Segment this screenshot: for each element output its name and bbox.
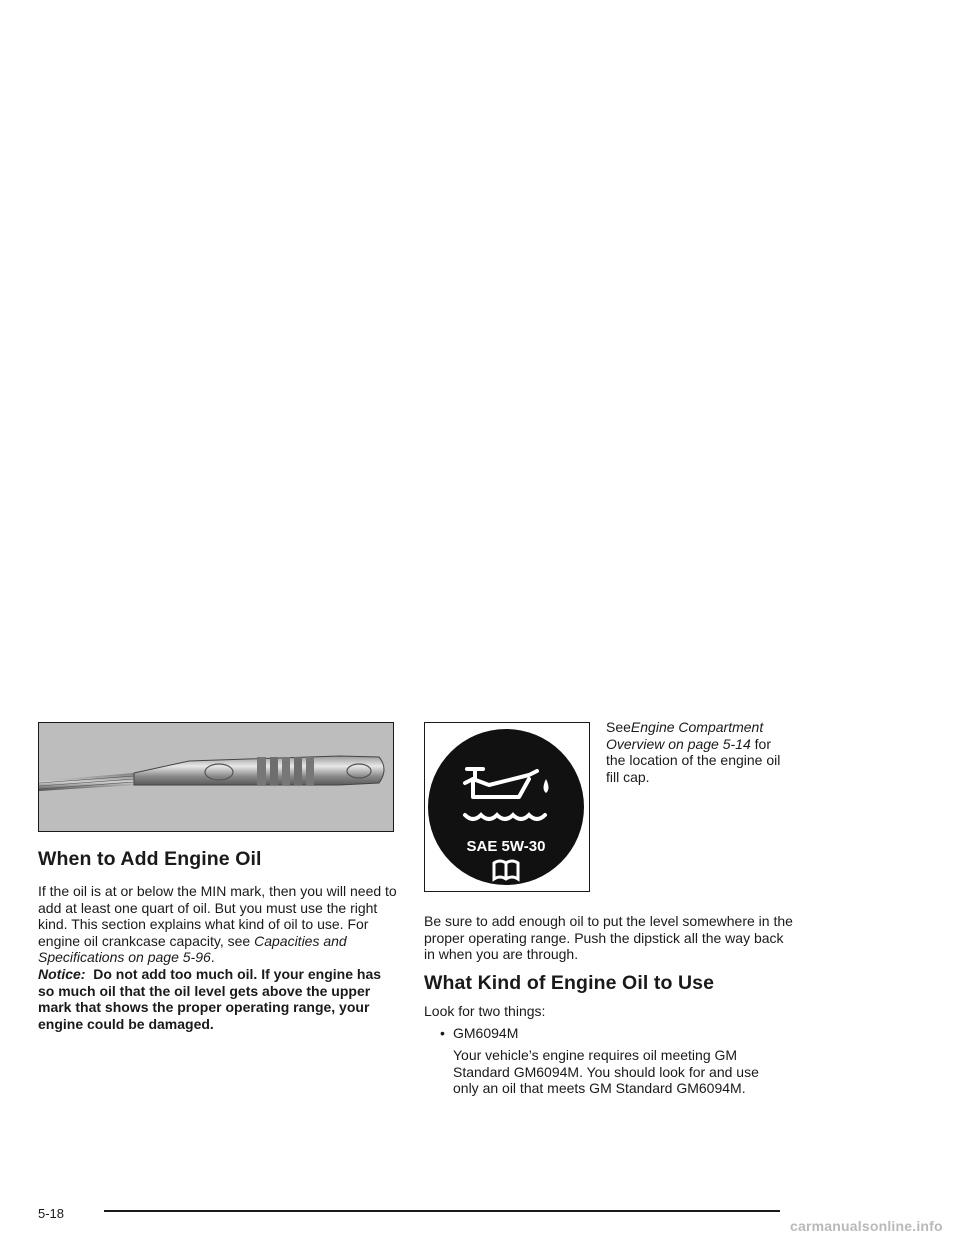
oil-grade-label: SAE 5W-30 [466,838,546,855]
bullet-item-gm6094m: GM6094M [453,1025,519,1041]
gm-standard-paragraph: Your vehicle’s engine requires oil meeting GM Standard GM6094M. You should look for and use only an oil that meets GM Standard GM6094M. [453,1047,759,1096]
page-number: 5-18 [38,1206,65,1221]
when-to-add-paragraph [38,883,398,966]
oil-fill-cap-illustration [425,723,588,890]
footer-rule [104,1210,780,1212]
dipstick-figure [38,722,394,832]
section-heading-when-to-add-oil: When to Add Engine Oil [38,848,262,870]
notice-text: Do not add too much oil. If your engine has so much oil that the oil level gets above the upper mark that shows the proper operating range, your engine could be damaged. [38,966,382,1032]
bullet-marker: • [440,1025,445,1041]
add-enough-oil-paragraph: Be sure to add enough oil to put the level somewhere in the proper operating range. Push the dipstick all the way back in when you are through. [424,913,793,962]
look-for-two-things-text: Look for two things: [424,1003,546,1019]
when-to-add-text: If the oil is at or below the MIN mark, then you will need to add at least one quart of oil. But you must use the right kind. This section explains what kind of oil to use. For engine oil crankcase capacity, see [38,883,397,949]
when-to-add-end: . [210,949,215,965]
notice-label: Notice: [38,966,86,982]
engine-compartment-reference-link[interactable]: Engine Compartment Overview on page 5-14 [606,719,764,752]
capacities-reference-link[interactable]: Capacities and Specifications on page 5-96 [38,932,347,965]
see-suffix: for the location of the engine oil fill cap. [606,735,781,785]
see-engine-compartment-paragraph [606,719,786,785]
oil-fill-cap-figure [424,722,590,892]
watermark: carmanualsonline.info [790,1218,943,1234]
section-heading-kind-of-oil: What Kind of Engine Oil to Use [424,972,715,994]
dipstick-illustration [39,723,394,832]
notice-paragraph [38,966,398,1032]
see-prefix: See [606,719,631,735]
